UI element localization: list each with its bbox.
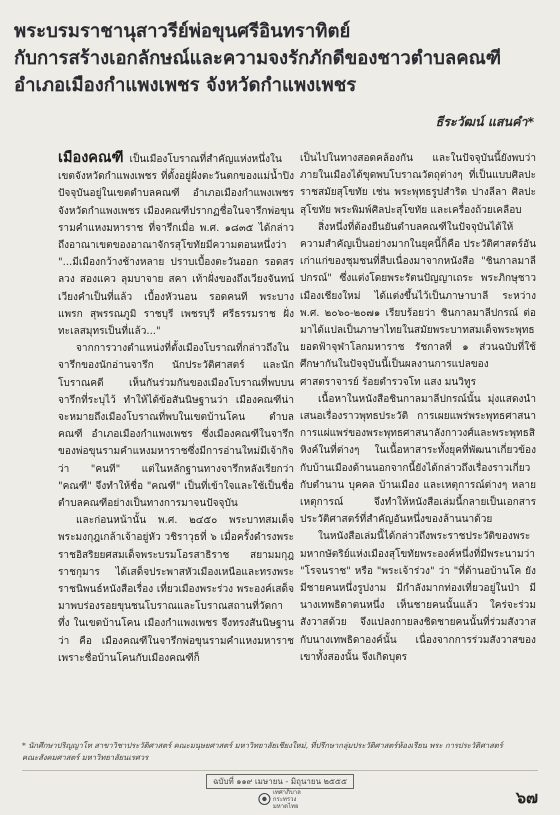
paragraph: เนื้อหาในหนังสือชินกาลมาลีปกรณ์นั้น มุ่งแสดงนำเสนอเรื่องราวพุทธประวัติ การเผยแพร่พระพุทธศาสนา การแผ่แพร่ของพระพุทธศาสนาลังกาวงศ์และพระพุทธสิหิงค์ในที่ต่างๆ ในเนื้อหาสาระทั้งยุคที่พัฒนาเกี่ยวข้องกับบ้านเมืองด้านนอกจากนี้ยังได้กล่าวถึงเรื่องราวเกี่ยวกับตำนาน บุคคล บ้านเมือง และเหตุการณ์ต่างๆ หลายเหตุการณ์ จึงทำให้หนังสือเล่มนี้กลายเป็นเอกสารประวัติศาสตร์ที่สำคัญอันหนึ่งของล้านนาด้วย xyxy=(300,393,536,526)
paragraph-text: เป็นเมืองโบราณที่สำคัญแห่งหนึ่งในเขตจังหวัดกำแพงเพชร ที่ตั้งอยู่ฝั่งตะวันตกของแม่น้ำปิง ปัจจุบันอยู่ในเขตตำบลคณฑี อำเภอเมืองกำแพงเพชร จังหวัดกำแพงเพชร เมืองคณฑีปรากฏชื่อในจารึกพ่อขุนรามคำแหงมหาราช ที่จารึกเมื่อ พ.ศ. ๑๘๓๕ ได้กล่าวถึงอาณาเขตของอาณาจักรสุโขทัยมีความตอนหนึ่งว่า "...มีเมืองกว้างช้างหลาย ปราบเบื้องตะวันออก รอดสรลวง สองแคว ลุมบาจาย สคา เท้าฝั่งของถึงเวียงจันทน์เวียงคำเป็นที่แล้ว เบื้องหัวนอน รอดคนที พระบาง แพรก สุพรรณภูมิ ราชบุรี เพชรบุรี ศรีธรรมราช ฝั่งทะเลสมุทรเป็นที่แล้ว..." xyxy=(58,154,294,338)
title-line-1: พระบรมราชานุสาวรีย์พ่อขุนศรีอินทราทิตย์ xyxy=(14,21,351,42)
footnote: * นักศึกษาปริญญาโท สาขาวิชาประวัติศาสตร์ คณะมนุษยศาสตร์ มหาวิทยาลัยเชียงใหม่, ที่ปรึกษากลุ่มประวัติศาสตร์ห้องเรียน พระ การประวัติศาสตร์ คณะสังคมศาสตร์ มหาวิทยาลัยนเรศวร xyxy=(22,741,503,762)
paragraph: เป็นไปในทางสอดคล้องกัน และในปัจจุบันนี้ยังพบว่าภายในเมืองได้ขุดพบโบราณวัตถุต่างๆ ที่เป็นแบบศิลปะราชสมัยสุโขทัย เช่น พระพุทธรูปสำริด ปางลีลา ศิลปะสุโขทัย พระพิมพ์ศิลปะสุโขทัย และเครื่องถ้วยเคลือบ xyxy=(300,153,536,216)
author-name: ธีระวัฒน์ แสนคำ* xyxy=(435,114,534,129)
logo-text-1: เทศาภิบาล xyxy=(272,788,301,796)
footer-divider xyxy=(22,770,538,771)
issue-line: ฉบับที่ ๑๑๙ เมษายน - มิถุนายน ๒๕๕๕ xyxy=(206,774,354,789)
paragraph: จากการวางตำแหน่งที่ตั้งเมืองโบราณที่กล่าวถึงในจารึกของนักอ่านจารึก นักประวัติศาสตร์ และนักโบราณคดี เห็นกันร่วมกันของเมืองโบราณที่พบบนจารึกที่ระบุไว้ ทำให้ได้ข้อสันนิษฐานว่า เมืองคณฑีน่าจะหมายถึงเมืองโบราณที่พบในเขตบ้านโคน ตำบลคณฑี อำเภอเมืองกำแพงเพชร ซึ่งเมืองคณฑีในจารึกของพ่อขุนรามคำแหงมหาราชซึ่งมีการอ่านใหม่มีเจ้ากิจว่า "คนที" แต่ในหลักฐานทางจารึกหลังเรียกว่า "คณฑี" จึงทำให้ชื่อ "คณฑี" เป็นที่เข้าใจและใช้เป็นชื่อตำบลคณฑีอย่างเป็นทางการมาจนปัจจุบัน xyxy=(58,343,294,510)
paragraph: และก่อนหน้านั้น พ.ศ. ๒๔๕๐ พระบาทสมเด็จพระมงกุฎเกล้าเจ้าอยู่หัว วชิราวุธที่ ๖ เมื่อครั้งดำรงพระราชอิสริยยศสมเด็จพระบรมโอรสาธิราช สยามมกุฎราชกุมาร ได้เสด็จประพาสหัวเมืองเหนือและทรงพระราชนิพนธ์หนังสือเรื่อง เที่ยวเมืองพระร่วง พระองค์เสด็จมาพบร่องรอยขุนชนโบราณและโบราณสถานที่วัดกาทึ่ง ในเขตบ้านโคน เมืองกำแพงเพชร จึงทรงสันนิษฐานว่า คือ เมืองคณฑีในจารึกพ่อขุนรามคำแหงมหาราช เพราะชื่อบ้านโคนกับเมืองคณฑีก็ xyxy=(58,515,294,664)
issue-info xyxy=(0,774,560,789)
right-column xyxy=(300,150,536,740)
article-title xyxy=(14,18,540,99)
logo-text-2: กระทรวงมหาดไทย xyxy=(272,795,299,810)
title-line-2: กับการสร้างเอกลักษณ์และความจงรักภักดีของชาวตำบลคณฑี xyxy=(14,48,502,69)
lead-word: เมืองคณฑี xyxy=(58,150,124,166)
title-line-3: อำเภอเมืองกำแพงเพชร จังหวัดกำแพงเพชร xyxy=(14,75,357,96)
page-number: ๖๗ xyxy=(515,788,538,807)
paragraph: ในหนังสือเล่มนี้ได้กล่าวถึงพระราชประวัติของพระมหากษัตริย์แห่งเมืองสุโขทัยพระองค์หนึ่งที่มีพระนามว่า "โรจนราช" หรือ "พระเจ้าร่วง" ว่า "ที่ด้านอบ้านโค ยังมีชายคนหนึ่งรูปงาม มีกำลังมากท่องเที่ยวอยู่ในป่า มีนางเทพธิดาตนหนึ่ง เห็นชายคนนั้นแล้ว ใคร่จะร่วมสังวาสด้วย จึงแปลงกายลงชิดชายคนนั้นที่ร่วมสังวาสกับนางเทพธิดาองค์นั้น เนื่องจากการร่วมสังวาสของเขาทั้งสองนั้น จึงเกิดบุตร xyxy=(300,531,536,663)
paragraph: สิ่งหนึ่งที่ต้องยืนยันตำบลคณฑีในปัจจุบันได้ให้ความสำคัญเป็นอย่างมากในยุคนี้ก็คือ ประวัติศาสตร์อันเก่าแก่ของชุมชนที่สืบเนื่องมาจากหนังสือ "ชินกาลมาลีปกรณ์" ซึ่งแต่งโดยพระรัตนปัญญาเถระ พระภิกษุชาวเมืองเชียงใหม่ ได้แต่งขึ้นไว้เป็นภาษาบาลี ระหว่าง พ.ศ. ๒๐๖๐-๒๐๗๑ เรียบร้อยว่า ชินกาลมาลีปกรณ์ ต่อมาได้แปลเป็นภาษาไทยในสมัยพระบาทสมเด็จพระพุทธยอดฟ้าจุฬาโลกมหาราช รัชกาลที่ ๑ ส่วนฉบับที่ใช้ศึกษากันในปัจจุบันนี้เป็นผลงานการแปลของศาสตราจารย์ ร้อยตำรวจโท แสง มนวิทูร xyxy=(300,221,536,388)
left-column xyxy=(58,150,294,740)
emblem-icon xyxy=(258,792,271,806)
publisher-logo xyxy=(258,790,318,808)
paragraph xyxy=(58,150,294,340)
